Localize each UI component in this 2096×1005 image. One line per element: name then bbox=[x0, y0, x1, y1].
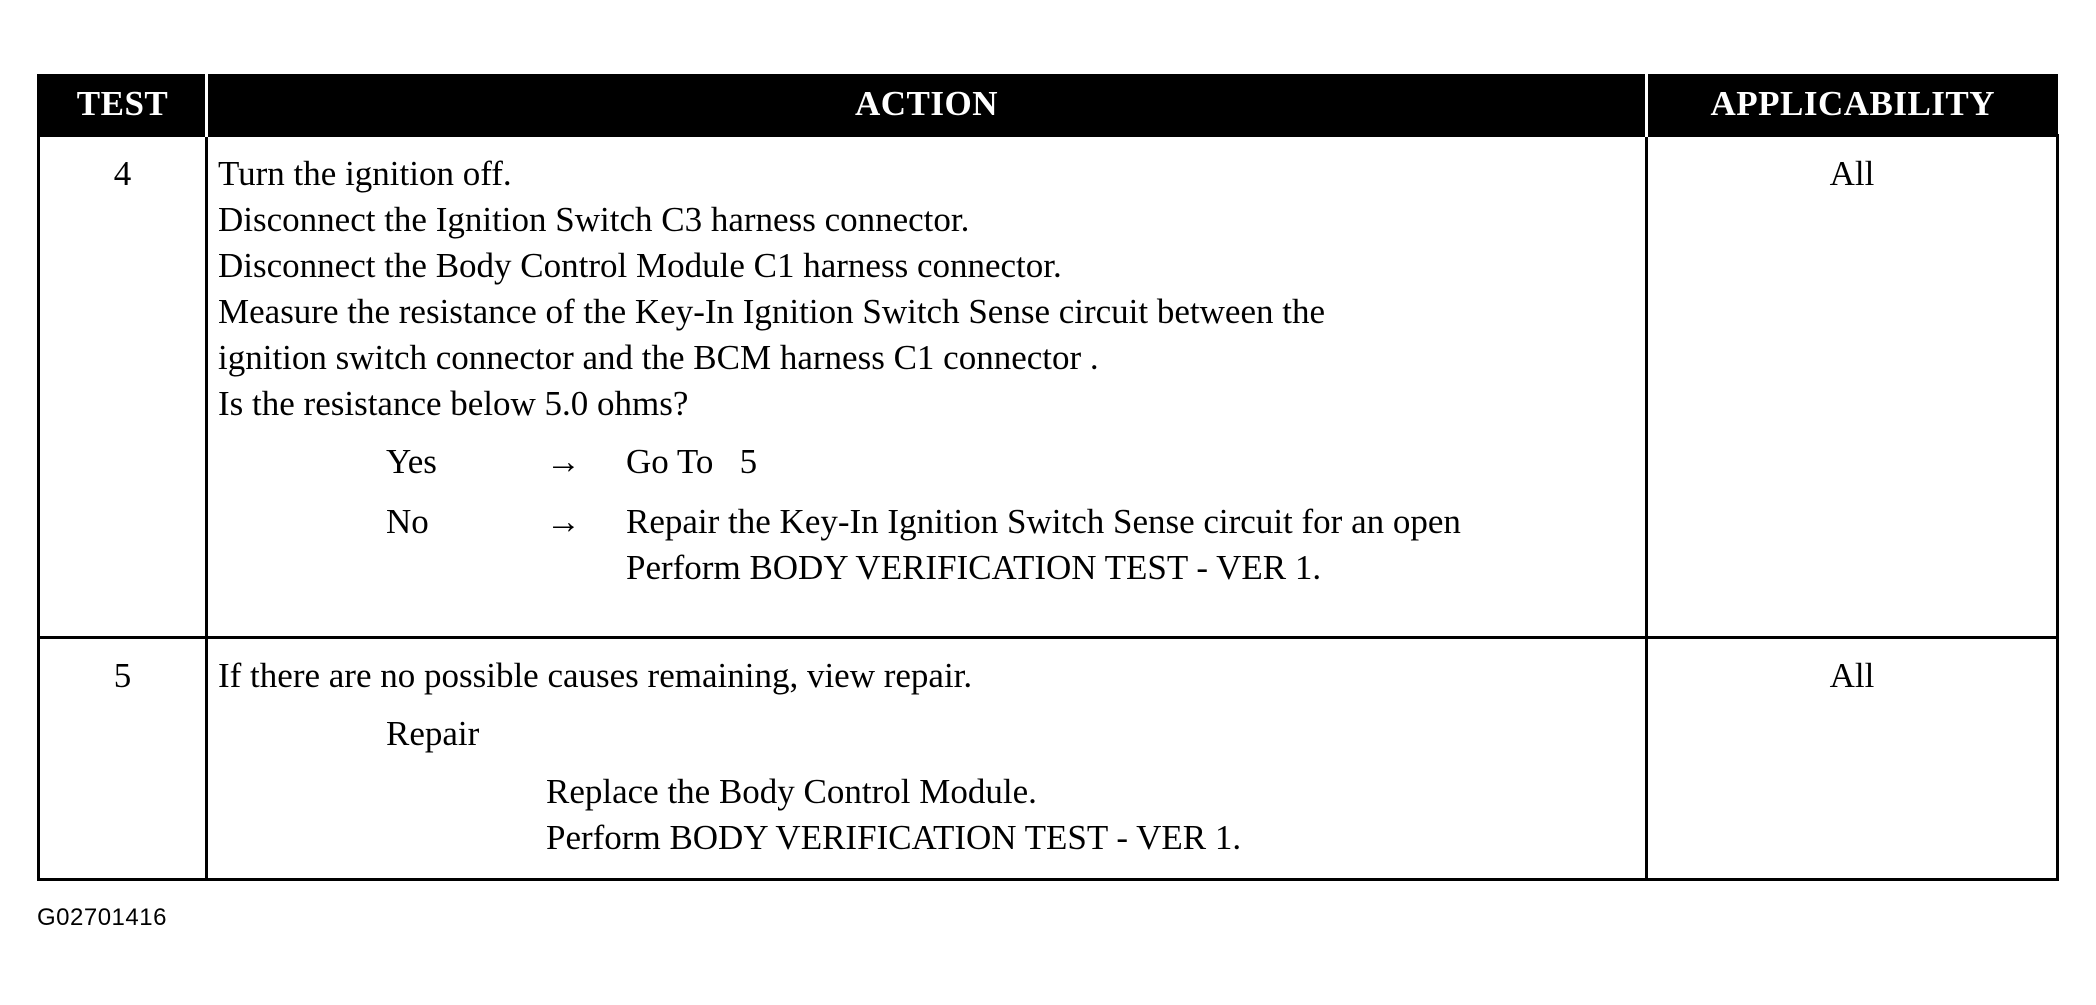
figure-id: G02701416 bbox=[37, 904, 167, 931]
action-question: Is the resistance below 5.0 ohms? bbox=[218, 384, 689, 423]
table-header-row bbox=[39, 74, 2058, 136]
yes-branch bbox=[218, 439, 1635, 485]
action-step: Disconnect the Body Control Module C1 harness connector. bbox=[218, 246, 1062, 285]
applicability-cell: All bbox=[1647, 136, 2058, 638]
test-number-cell: 5 bbox=[39, 638, 207, 880]
header-applicability: APPLICABILITY bbox=[1647, 74, 2058, 136]
header-action: ACTION bbox=[207, 74, 1647, 136]
applicability-cell: All bbox=[1647, 638, 2058, 880]
action-step: Measure the resistance of the Key-In Ignition Switch Sense circuit between the bbox=[218, 292, 1325, 331]
right-arrow-icon: → bbox=[546, 502, 581, 541]
branch-answer: No bbox=[386, 502, 429, 541]
repair-step: Perform BODY VERIFICATION TEST - VER 1. bbox=[546, 818, 1242, 857]
branch-result-line: Repair the Key-In Ignition Switch Sense circuit for an open bbox=[626, 502, 1461, 541]
action-cell bbox=[207, 638, 1647, 880]
diagnostic-document bbox=[37, 74, 2056, 931]
action-step: Disconnect the Ignition Switch C3 harness connector. bbox=[218, 200, 970, 239]
repair-block bbox=[218, 711, 1635, 861]
table-row bbox=[39, 136, 2058, 638]
right-arrow-icon: → bbox=[546, 442, 581, 481]
test-number-cell: 4 bbox=[39, 136, 207, 638]
action-step: Turn the ignition off. bbox=[218, 154, 512, 193]
branch-result-line: Go To 5 bbox=[626, 442, 758, 481]
action-step: ignition switch connector and the BCM harness C1 connector . bbox=[218, 338, 1099, 377]
branch-result bbox=[626, 499, 1635, 591]
branch-answer: Yes bbox=[386, 442, 437, 481]
diagnostic-test-table bbox=[37, 74, 2059, 881]
no-branch bbox=[218, 499, 1635, 591]
branch-result-line: Perform BODY VERIFICATION TEST - VER 1. bbox=[626, 548, 1322, 587]
action-cell bbox=[207, 136, 1647, 638]
action-step: If there are no possible causes remaining, view repair. bbox=[218, 656, 973, 695]
table-row bbox=[39, 638, 2058, 880]
branch-result bbox=[626, 439, 1635, 485]
repair-steps bbox=[386, 769, 1635, 861]
header-test: TEST bbox=[39, 74, 207, 136]
repair-step: Replace the Body Control Module. bbox=[546, 772, 1037, 811]
repair-label: Repair bbox=[386, 714, 480, 753]
